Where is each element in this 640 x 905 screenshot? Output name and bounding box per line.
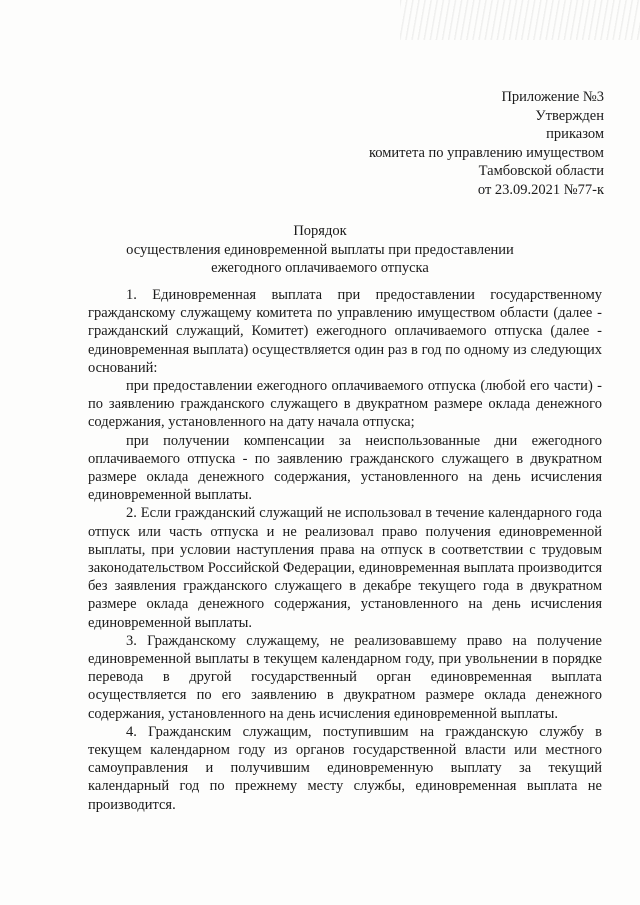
document-title [90, 222, 550, 278]
committee-name: комитета по управлению имуществом [368, 144, 604, 161]
approved-label: Утвержден [535, 107, 604, 124]
title-line-2: осуществления единовременной выплаты при предоставлении [126, 241, 514, 258]
paragraph-2: 2. Если гражданский служащий не использовал в течение календарного года отпуск или часть отпуска и не реализовал право получения единовременной выплаты, при условии наступления права на отпуск в соответствии с трудовым законодательством Российской Федерации, единовременная выплата производится без заявления гражданского служащего в декабре текущего года в двукратном размере оклада денежного содержания, установленного на день исчисления единовременной выплаты. [88, 505, 602, 631]
appendix-number: Приложение №3 [501, 89, 604, 105]
title-line-1: Порядок [293, 223, 347, 239]
approval-block [369, 88, 604, 199]
scan-artifact [400, 0, 640, 40]
order-label: приказом [546, 126, 604, 142]
paragraph-1-basis-b: при получении компенсации за неиспользованные дни ежегодного оплачиваемого отпуска - по заявлению гражданского служащего в двукратном размере оклада денежного содержания, установленного на день исчисления единовременной выплаты. [88, 432, 602, 504]
paragraph-4: 4. Гражданским служащим, поступившим на гражданскую службу в текущем календарном году из органов государственной власти или местного самоуправления и получившим единовременную выплату за текущий календарный год по прежнему месту службы, единовременная выплата не производится. [88, 723, 602, 813]
document-body [88, 286, 602, 814]
paragraph-3: 3. Гражданскому служащему, не реализовавшему право на получение единовременной выплаты в текущем календарном году, при увольнении в порядке перевода в другой государственный орган единовременная выплата осуществляется по его заявлению в двукратном размере оклада денежного содержания, установленного на день исчисления единовременной выплаты. [88, 632, 602, 722]
order-date-number: от 23.09.2021 №77-к [477, 181, 604, 198]
title-line-3: ежегодного оплачиваемого отпуска [211, 260, 429, 276]
paragraph-1-basis-a: при предоставлении ежегодного оплачиваемого отпуска (любой его части) - по заявлению гражданского служащего в двукратном размере оклада денежного содержания, установленного на дату начала отпуска; [88, 378, 602, 431]
paragraph-1: 1. Единовременная выплата при предоставлении государственному гражданскому служащему комитета по управлению имуществом области (далее - гражданский служащий, Комитет) ежегодного оплачиваемого отпуска (далее - единовременная выплата) осуществляется один раз в год по одному из следующих оснований: [88, 287, 602, 376]
region-name: Тамбовской области [478, 163, 604, 179]
